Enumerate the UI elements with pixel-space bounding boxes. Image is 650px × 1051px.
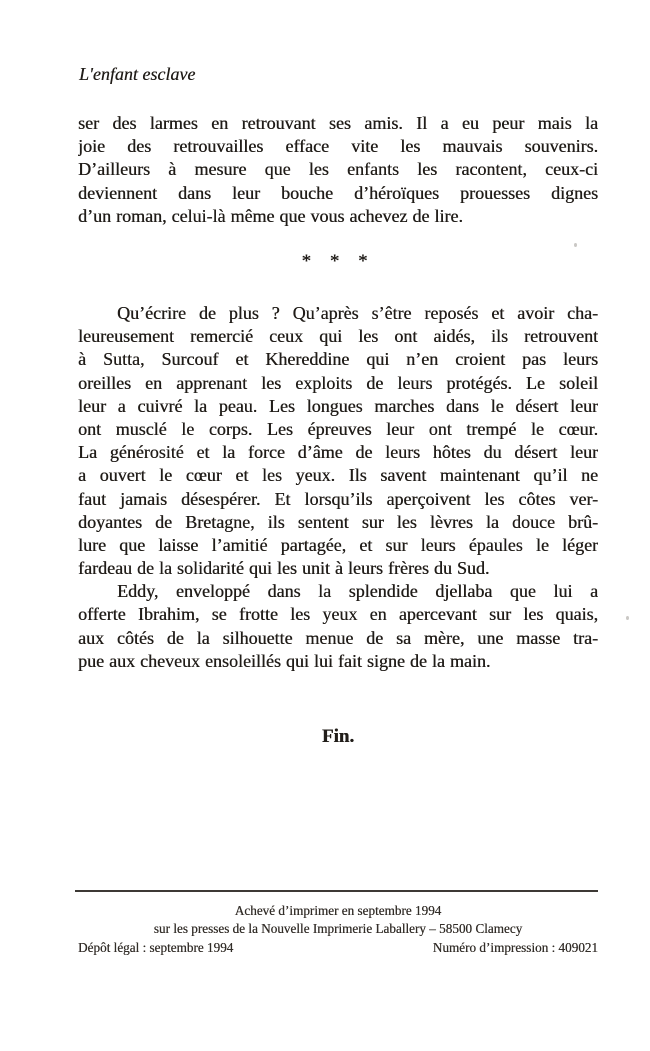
scan-speck — [574, 243, 577, 247]
text-line: faut jamais désespérer. Et lorsqu’ils aperçoivent les côtes ver- — [78, 488, 598, 509]
text-line: fardeau de la solidarité qui les unit à leurs frères du Sud. — [78, 558, 490, 579]
colophon-legal-row — [78, 939, 598, 956]
colophon-printer: sur les presses de la Nouvelle Imprimerie Laballery – 58500 Clamecy — [153, 921, 523, 936]
text-line: ont musclé le corps. Les épreuves leur ont trempé le cœur. — [78, 418, 598, 439]
text-line: La générosité et la force d’âme de leurs hôtes du désert leur — [78, 442, 598, 463]
text-line: offerte Ibrahim, se frotte les yeux en apercevant sur les quais, — [78, 604, 598, 625]
scan-speck — [626, 616, 629, 620]
fin-label: Fin. — [321, 726, 355, 747]
section-separator-asterisks: * * * — [301, 251, 375, 272]
colophon-print-number: Numéro d’impression : 409021 — [432, 940, 598, 955]
text-line: à Sutta, Surcouf et Khereddine qui n’en croient pas leurs — [78, 349, 598, 370]
text-line: deviennent dans leur bouche d’héroïques prouesses dignes — [78, 182, 598, 203]
running-head-title: L'enfant esclave — [79, 64, 196, 84]
paragraph-block-1 — [78, 112, 598, 228]
text-line: D’ailleurs à mesure que les enfants les racontent, ceux-ci — [78, 159, 598, 180]
text-line: Qu’écrire de plus ? Qu’après s’être reposés et avoir cha- — [117, 303, 598, 323]
text-line: leureusement remercié ceux qui les ont aidés, ils retrouvent — [78, 326, 598, 347]
text-line: joie des retrouvailles efface vite les mauvais souvenirs. — [78, 136, 598, 157]
text-line: ser des larmes en retrouvant ses amis. Il a eu peur mais la — [78, 113, 598, 133]
text-line: d’un roman, celui-là même que vous achevez de lire. — [78, 205, 463, 226]
text-line: a ouvert le cœur et les yeux. Ils savent maintenant qu’il ne — [78, 465, 598, 486]
text-line: leur a cuivré la peau. Les longues marches dans le désert leur — [78, 395, 598, 416]
paragraph-block-main — [78, 302, 598, 673]
colophon-legal-deposit: Dépôt légal : septembre 1994 — [78, 940, 234, 955]
text-line: lure que laisse l’amitié partagée, et sur leurs épaules le léger — [78, 534, 598, 555]
text-line: Eddy, enveloppé dans la splendide djellaba que lui a — [117, 581, 598, 602]
colophon-printed-date: Achevé d’imprimer en septembre 1994 — [234, 903, 442, 918]
text-line: aux côtés de la silhouette menue de sa mère, une masse tra- — [78, 627, 598, 648]
text-line: oreilles en apprenant les exploits de leurs protégés. Le soleil — [78, 372, 598, 393]
text-line: doyantes de Bretagne, ils sentent sur les lèvres la douce brû- — [78, 511, 598, 532]
text-line: pue aux cheveux ensoleillés qui lui fait signe de la main. — [78, 650, 491, 671]
colophon-divider-rule — [75, 890, 598, 892]
